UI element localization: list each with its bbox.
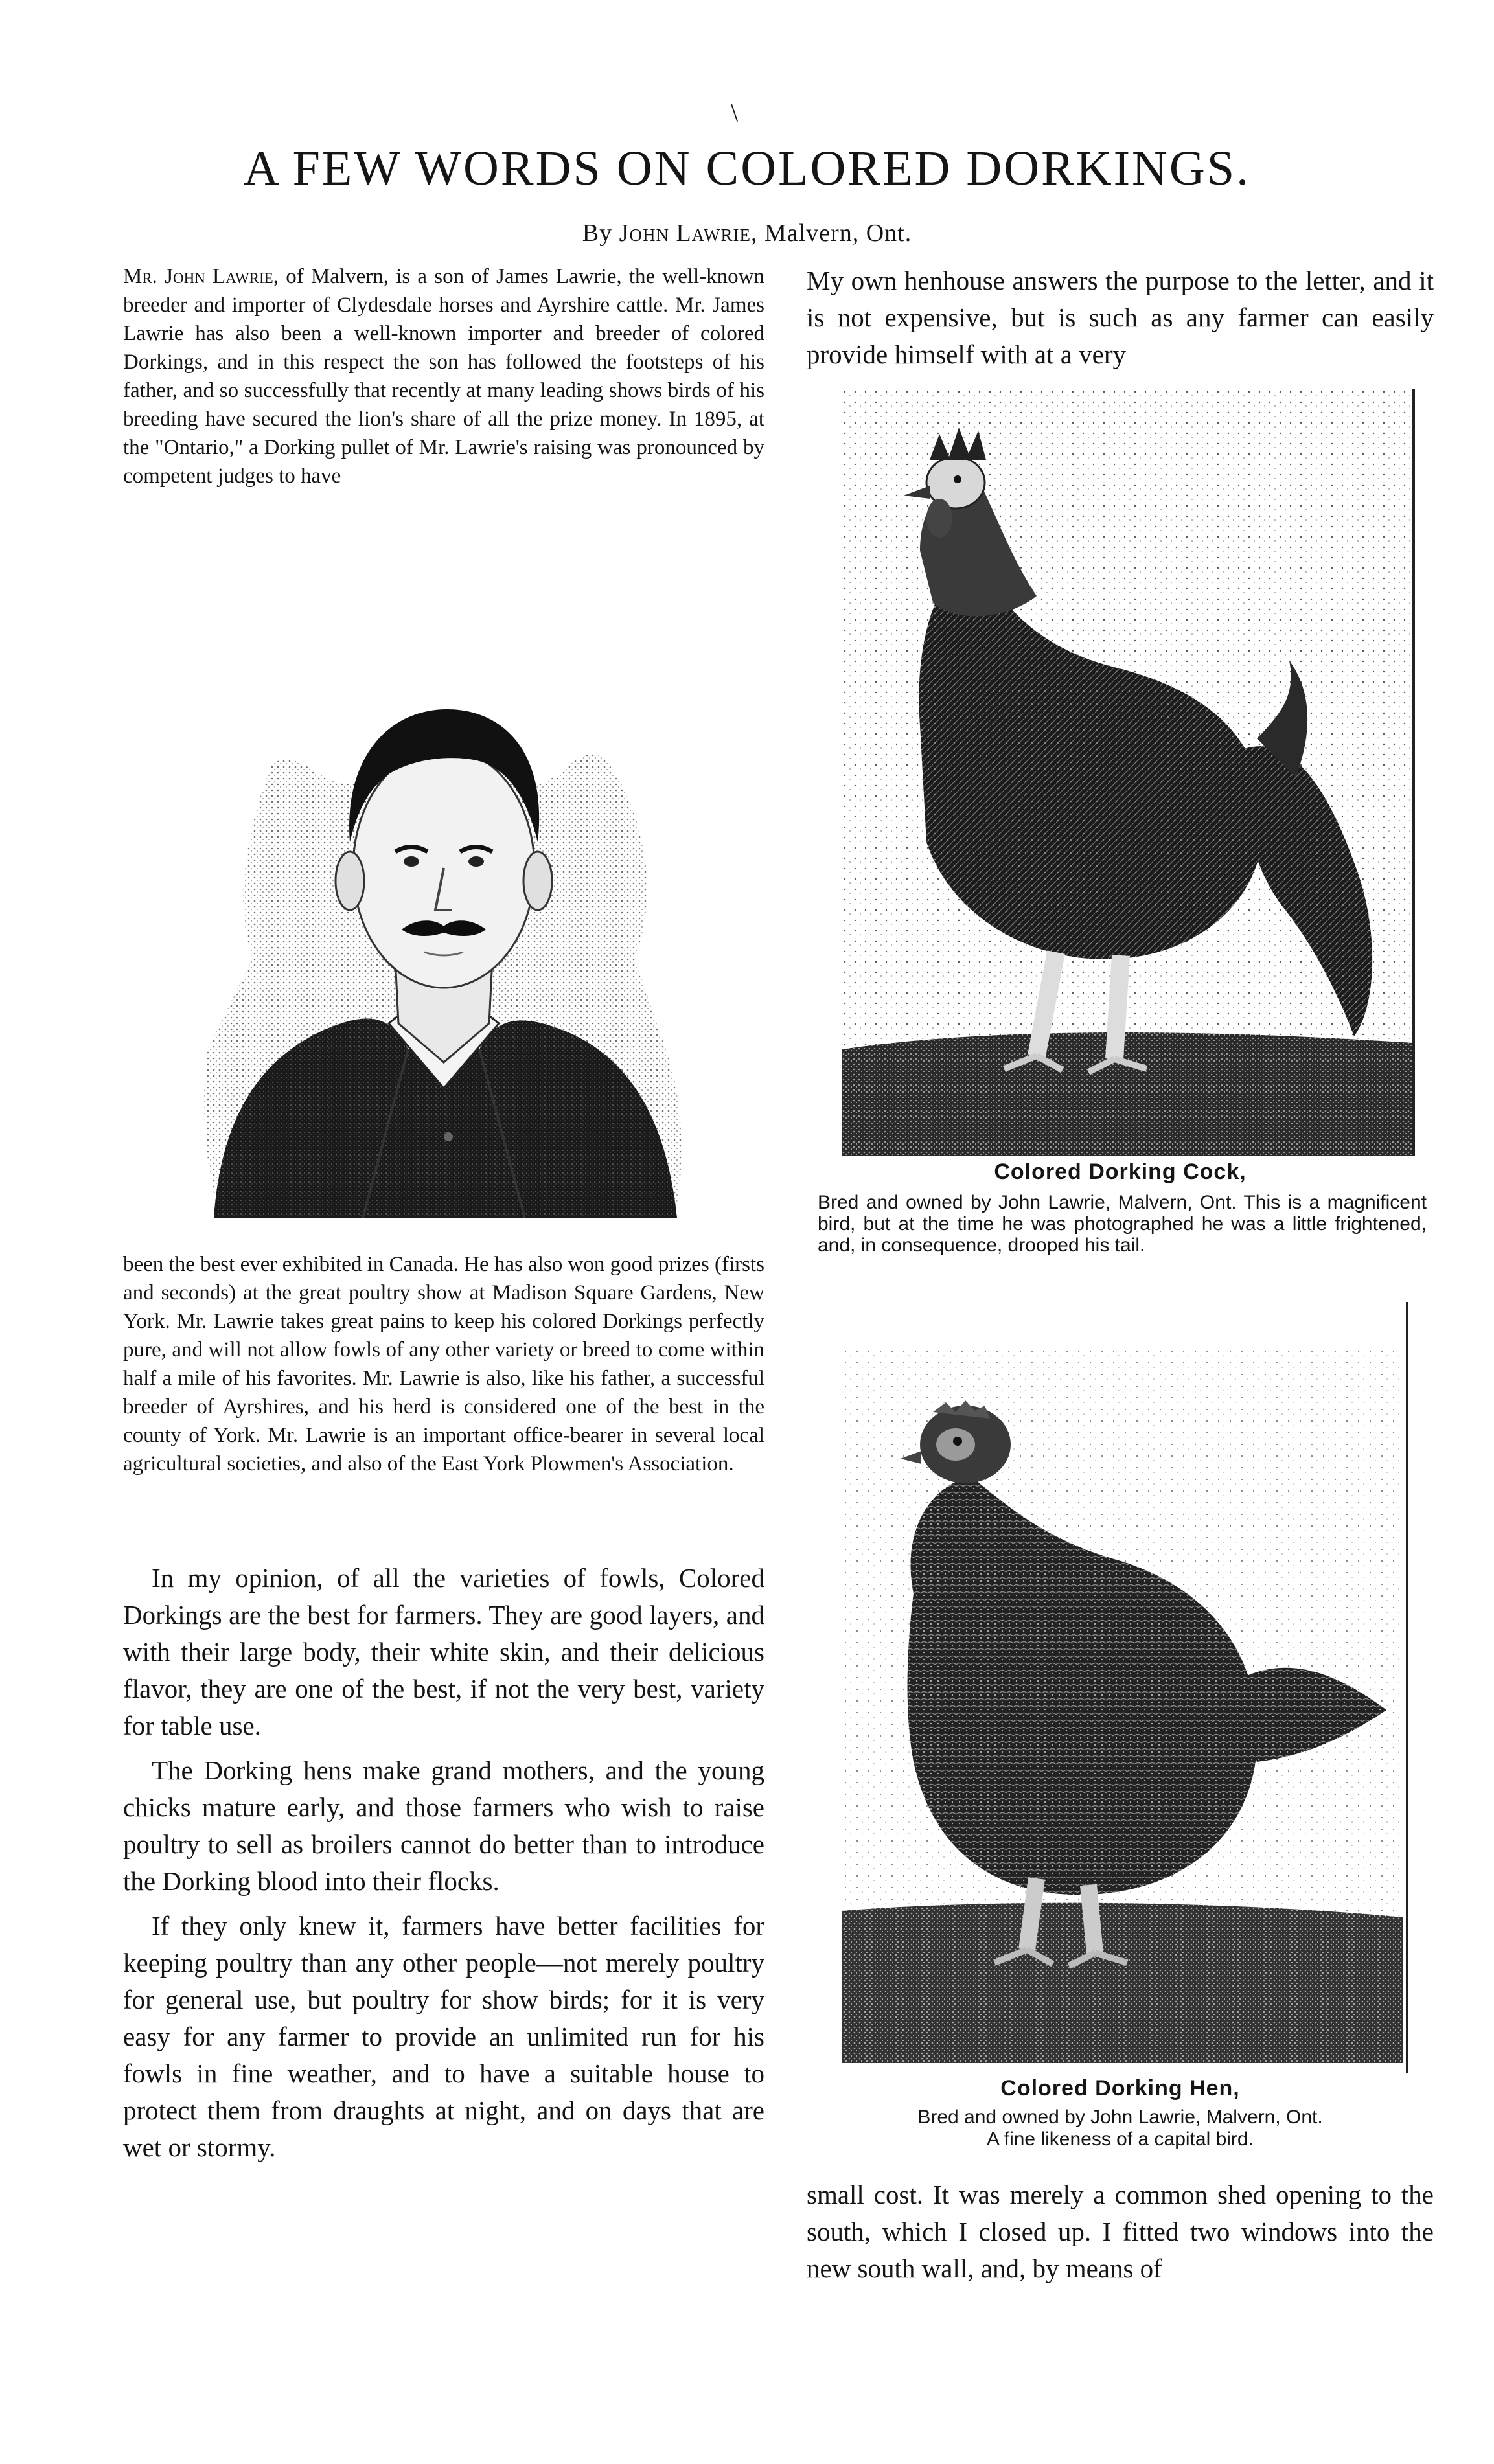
body-paragraph: If they only knew it, farmers have better facilities for keeping poultry than any other people—not merely poultry for general use, but poultry for show birds; for it is very easy for any farmer to provide an unlimited run for his fowls in fine weather, and to have a suitable house to protect them from draughts at night, and on days that are wet or stormy.	[123, 1911, 764, 2162]
intro-text	[123, 262, 764, 490]
body-left-column	[123, 1560, 764, 2174]
byline-author: John Lawrie	[619, 220, 751, 247]
byline-by: By	[582, 220, 613, 247]
portrait-image	[194, 596, 693, 1231]
intro-lead: Mr. John Lawrie,	[123, 265, 279, 288]
hen-caption-line2: A fine likeness of a capital bird.	[987, 2128, 1254, 2150]
body-right-bottom	[807, 2176, 1434, 2287]
intro-body: of Malvern, is a son of James Lawrie, the well-known breeder and importer of Clydesdale horses and Ayrshire cattle. Mr. James Lawrie has also been a well-known importer and breeder of colored Dorkings, and in this respect the son has followed the footsteps of his father, and so successfully that recently at many leading shows birds of his breeding have secured the lion's share of all the prize money. In 1895, at the "Ontario," a Dorking pullet of Mr. Lawrie's raising was pronounced by competent judges to have	[123, 265, 764, 488]
cock-caption-title: Colored Dorking Cock,	[994, 1159, 1247, 1184]
hen-frame-rule	[1406, 1302, 1408, 2073]
hen-caption-title: Colored Dorking Hen,	[1000, 2076, 1240, 2101]
hen-caption-line1: Bred and owned by John Lawrie, Malvern, Ont.	[917, 2106, 1323, 2128]
right-top-text: My own henhouse answers the purpose to the letter, and it is not expensive, but is such as any farmer can easily provide himself with at a very	[807, 266, 1434, 369]
cock-photo	[842, 389, 1415, 1156]
body-paragraph: The Dorking hens make grand mothers, and the young chicks mature early, and those farmers who wish to raise poultry to sell as broilers cannot do better than to introduce the Dorking blood into their flocks.	[123, 1755, 764, 1896]
body-right-top	[807, 262, 1434, 373]
intro-continued-text: been the best ever exhibited in Canada. He has also won good prizes (firsts and seconds) at the great poultry show at Madison Square Gardens, New York. Mr. Lawrie takes great pains to keep his colored Dorkings perfectly pure, and will not allow fowls of any other variety or breed to come within half a mile of his favorites. Mr. Lawrie is also, like his father, a successful breeder of Ayrshires, and his herd is considered one of the best in the county of York. Mr. Lawrie is an important office-bearer in several local agricultural societies, and also of the East York Plowmen's Association.	[123, 1253, 764, 1476]
cock-caption-text: Bred and owned by John Lawrie, Malvern, Ont. This is a magnificent bird, but at the time he was photographed he was a little frightened, and, in consequence, drooped his tail.	[818, 1192, 1427, 1256]
intro-continued	[123, 1250, 764, 1478]
article-title: A FEW WORDS ON COLORED DORKINGS.	[243, 141, 1251, 196]
body-paragraph: In my opinion, of all the varieties of fowls, Colored Dorkings are the best for farmers. They are good layers, and with their large body, their white skin, and their delicious flavor, they are one of the best, if not the very best, variety for table use.	[123, 1563, 764, 1740]
intro-paragraph	[123, 262, 764, 490]
top-mark: \	[731, 98, 739, 127]
right-bottom-text: small cost. It was merely a common shed opening to the south, which I closed up. I fitted two windows into the new south wall, and, by means of	[807, 2180, 1434, 2283]
byline-location: , Malvern, Ont.	[750, 220, 912, 247]
article-byline	[0, 219, 1494, 247]
hen-photo	[842, 1347, 1403, 2063]
